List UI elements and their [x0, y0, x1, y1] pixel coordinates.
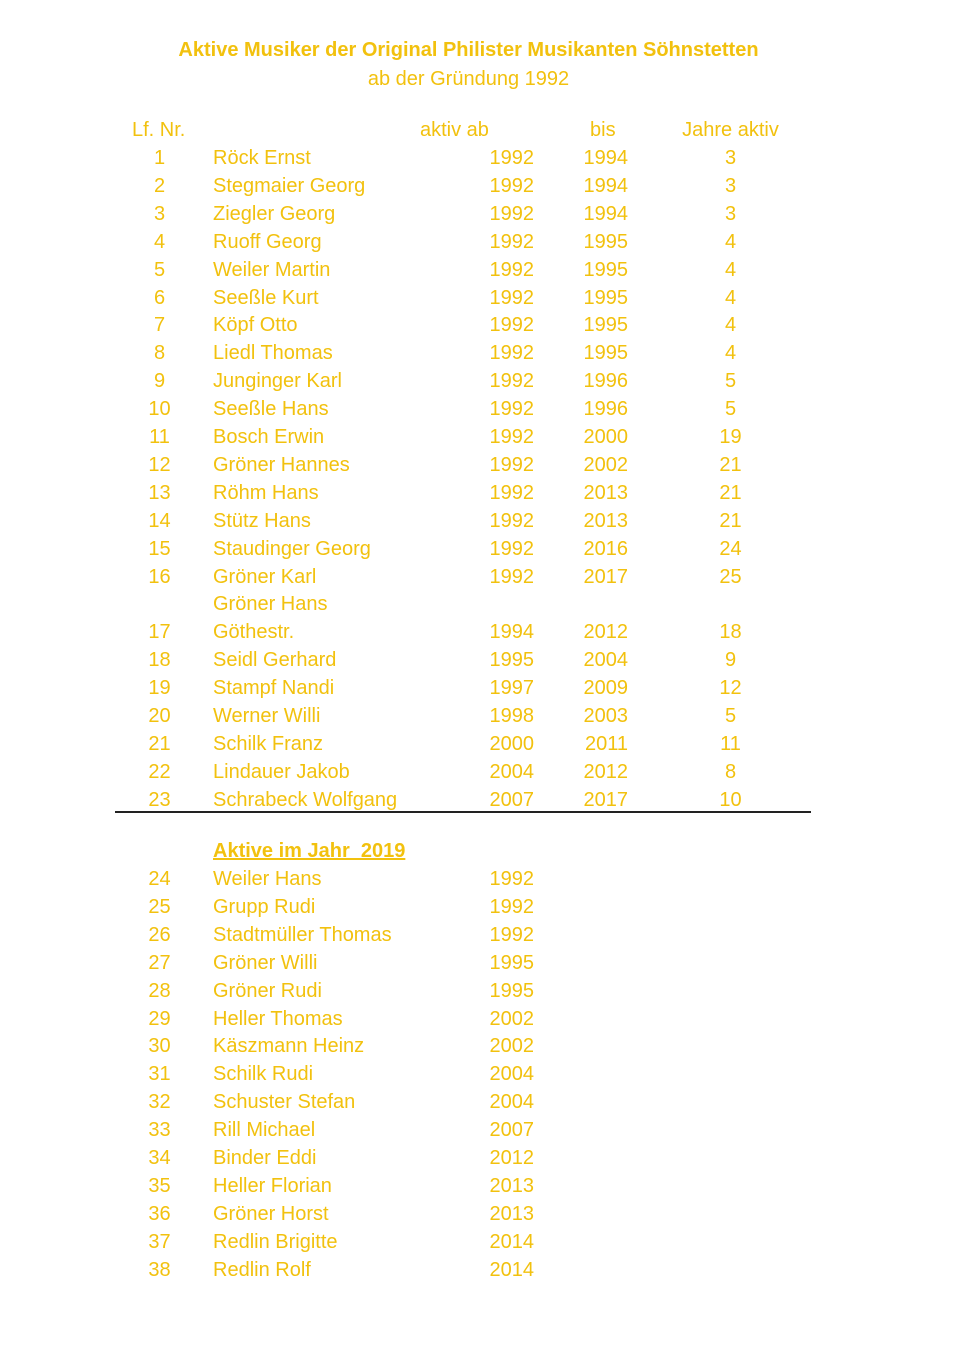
table-row	[0, 1060, 970, 1088]
member-name: Grupp Rudi	[213, 895, 316, 918]
member-name: Weiler Martin	[213, 258, 331, 281]
member-name: Staudinger Georg	[213, 537, 371, 560]
member-nr: 7	[153, 314, 166, 337]
member-nr: 38	[148, 1258, 171, 1281]
member-active-to: 1995	[583, 286, 628, 309]
member-name: Heller Thomas	[213, 1007, 343, 1030]
member-active-from: 1998	[489, 705, 534, 727]
member-name: Bosch Erwin	[213, 426, 325, 448]
table-row	[0, 1256, 970, 1284]
member-active-from: 2014	[489, 1258, 534, 1281]
member-years-active: 19	[719, 426, 742, 448]
member-name: Schilk Franz	[213, 732, 324, 755]
member-active-to: 2002	[583, 453, 628, 476]
table-row	[0, 367, 970, 395]
member-years-active: 9	[724, 649, 737, 672]
member-nr: 9	[153, 370, 166, 393]
member-name: Ruoff Georg	[213, 230, 322, 253]
member-name: Stegmaier Georg	[213, 174, 366, 197]
member-name: Liedl Thomas	[213, 342, 333, 365]
member-years-active: 12	[719, 677, 742, 700]
member-name: Stampf Nandi	[213, 677, 335, 700]
member-name: Göthestr.	[213, 621, 295, 644]
table-row	[0, 758, 970, 786]
member-name: Rill Michael	[213, 1119, 316, 1142]
member-nr: 28	[148, 979, 171, 1002]
member-active-to: 2013	[583, 509, 628, 532]
member-years-active: 5	[724, 705, 737, 727]
member-years-active: 21	[719, 453, 742, 476]
table-row	[0, 172, 970, 200]
member-active-from: 1992	[489, 565, 534, 588]
table-row	[0, 1032, 970, 1060]
member-years-active: 4	[724, 342, 737, 365]
member-nr: 37	[148, 1230, 171, 1253]
member-active-from: 1995	[489, 979, 534, 1002]
member-active-to: 2003	[583, 705, 628, 727]
table-row	[0, 618, 970, 646]
member-active-to: 1996	[583, 370, 628, 393]
member-name: Stadtmüller Thomas	[213, 923, 392, 946]
table-row	[0, 865, 970, 893]
member-active-to: 2009	[583, 677, 628, 700]
member-nr: 29	[148, 1007, 171, 1030]
member-years-active: 4	[724, 258, 737, 281]
member-years-active: 25	[719, 565, 742, 588]
member-name: Redlin Brigitte	[213, 1230, 338, 1253]
member-active-from: 2004	[489, 760, 534, 783]
document-subtitle: ab der Gründung 1992	[367, 68, 570, 90]
member-active-from: 1992	[489, 895, 534, 918]
member-nr: 12	[148, 453, 171, 476]
member-nr: 5	[153, 258, 166, 281]
member-active-to: 2000	[583, 426, 628, 448]
member-nr: 2	[153, 174, 166, 197]
member-active-from: 1992	[489, 202, 534, 225]
member-name: Stütz Hans	[213, 509, 311, 532]
member-years-active: 3	[724, 202, 737, 225]
table-row	[0, 921, 970, 949]
member-active-from: 1992	[489, 147, 534, 169]
member-name: Werner Willi	[213, 705, 321, 727]
table-row	[0, 228, 970, 256]
table-row	[0, 395, 970, 423]
member-nr: 34	[148, 1147, 171, 1169]
member-active-to: 2012	[583, 621, 628, 644]
table-row	[0, 674, 970, 702]
member-name: Weiler Hans	[213, 868, 322, 890]
table-row	[0, 1172, 970, 1200]
member-nr: 16	[148, 565, 171, 588]
member-name: Schuster Stefan	[213, 1091, 356, 1114]
table-row	[0, 451, 970, 479]
member-nr: 6	[153, 286, 166, 309]
table-row	[0, 507, 970, 535]
member-years-active: 24	[719, 537, 742, 560]
member-active-to: 1994	[583, 174, 628, 197]
table-row	[0, 1228, 970, 1256]
member-active-from: 1992	[489, 286, 534, 309]
member-active-to: 2011	[584, 732, 628, 755]
member-name: Gröner Hans	[213, 593, 328, 616]
member-active-to: 1995	[583, 314, 628, 337]
member-nr: 8	[153, 342, 166, 365]
column-header-nr: Lf. Nr.	[132, 119, 186, 141]
member-nr: 13	[148, 481, 171, 504]
member-active-to: 2017	[583, 788, 628, 811]
member-name: Röhm Hans	[213, 481, 319, 504]
table-row	[0, 479, 970, 507]
member-name: Ziegler Georg	[213, 202, 336, 225]
member-nr: 14	[148, 509, 171, 532]
member-active-from: 1997	[489, 677, 534, 700]
member-years-active: 5	[724, 370, 737, 393]
member-nr: 27	[148, 951, 171, 974]
member-nr: 24	[148, 868, 171, 890]
active-section-title: Aktive im Jahr 2019	[213, 840, 406, 862]
member-active-from: 1992	[489, 426, 534, 448]
document-title: Aktive Musiker der Original Philister Musikanten Söhnstetten	[178, 39, 759, 61]
member-active-from: 1992	[489, 398, 534, 421]
member-active-from: 2012	[489, 1147, 534, 1169]
member-name: Gröner Willi	[213, 951, 318, 974]
member-nr: 18	[148, 649, 171, 672]
table-row	[0, 423, 970, 451]
member-active-from: 2007	[489, 1119, 534, 1142]
table-divider	[115, 811, 811, 813]
table-row	[0, 730, 970, 758]
member-active-to: 1995	[583, 258, 628, 281]
member-active-from: 2007	[489, 788, 534, 811]
member-years-active: 5	[724, 398, 737, 421]
member-active-from: 1995	[489, 649, 534, 672]
member-nr: 36	[148, 1202, 171, 1225]
member-nr: 35	[148, 1174, 171, 1197]
table-header-row	[0, 116, 970, 144]
member-name: Schrabeck Wolfgang	[213, 788, 398, 811]
member-years-active: 4	[724, 230, 737, 253]
column-header-to: bis	[590, 119, 616, 141]
member-nr: 33	[148, 1119, 171, 1142]
member-active-from: 2000	[489, 732, 534, 755]
member-name: Heller Florian	[213, 1174, 332, 1197]
table-row	[0, 563, 970, 591]
table-row	[0, 786, 970, 814]
table-row	[0, 590, 970, 618]
member-active-from: 1992	[489, 314, 534, 337]
member-active-from: 2004	[489, 1063, 534, 1086]
member-years-active: 18	[719, 621, 742, 644]
member-nr: 15	[148, 537, 171, 560]
member-active-from: 1992	[489, 342, 534, 365]
table-row	[0, 1116, 970, 1144]
member-nr: 20	[148, 705, 171, 727]
member-years-active: 8	[724, 760, 737, 783]
member-name: Gröner Rudi	[213, 979, 322, 1002]
member-name: Käszmann Heinz	[213, 1035, 365, 1058]
member-active-from: 1995	[489, 951, 534, 974]
member-nr: 19	[148, 677, 171, 700]
member-active-to: 2016	[583, 537, 628, 560]
member-years-active: 3	[724, 147, 737, 169]
member-active-from: 2013	[489, 1202, 534, 1225]
table-row	[0, 311, 970, 339]
member-active-from: 1992	[489, 537, 534, 560]
member-active-from: 1994	[489, 621, 534, 644]
member-nr: 10	[148, 398, 171, 421]
table-row	[0, 284, 970, 312]
member-years-active: 21	[719, 509, 742, 532]
member-nr: 11	[149, 426, 170, 448]
member-nr: 22	[148, 760, 171, 783]
table-row	[0, 1144, 970, 1172]
member-years-active: 3	[724, 174, 737, 197]
member-active-from: 1992	[489, 868, 534, 890]
member-years-active: 21	[719, 481, 742, 504]
member-name: Seeßle Kurt	[213, 286, 319, 309]
member-active-to: 1995	[583, 342, 628, 365]
member-active-from: 2002	[489, 1035, 534, 1058]
member-nr: 17	[148, 621, 171, 644]
member-name: Seidl Gerhard	[213, 649, 337, 672]
member-years-active: 10	[719, 788, 742, 811]
member-nr: 30	[148, 1035, 171, 1058]
member-nr: 23	[148, 788, 171, 811]
member-active-from: 1992	[489, 509, 534, 532]
member-name: Gröner Karl	[213, 565, 317, 588]
table-row	[0, 646, 970, 674]
member-nr: 4	[153, 230, 166, 253]
table-row	[0, 1005, 970, 1033]
member-years-active: 4	[724, 314, 737, 337]
member-active-from: 1992	[489, 481, 534, 504]
member-name: Redlin Rolf	[213, 1258, 311, 1281]
member-active-to: 1995	[583, 230, 628, 253]
member-active-from: 2013	[489, 1174, 534, 1197]
table-row	[0, 977, 970, 1005]
table-row	[0, 256, 970, 284]
member-active-to: 1994	[583, 202, 628, 225]
table-row	[0, 1088, 970, 1116]
member-active-to: 2017	[583, 565, 628, 588]
member-active-from: 1992	[489, 923, 534, 946]
member-name: Schilk Rudi	[213, 1063, 314, 1086]
member-active-from: 1992	[489, 230, 534, 253]
column-header-from: aktiv ab	[420, 119, 489, 141]
member-active-to: 1996	[583, 398, 628, 421]
member-active-from: 2004	[489, 1091, 534, 1114]
member-active-to: 2012	[583, 760, 628, 783]
member-nr: 26	[148, 923, 171, 946]
member-name: Köpf Otto	[213, 314, 298, 337]
table-row	[0, 144, 970, 172]
column-header-years: Jahre aktiv	[682, 119, 779, 141]
member-name: Lindauer Jakob	[213, 760, 350, 783]
member-name: Gröner Hannes	[213, 453, 350, 476]
member-active-from: 1992	[489, 453, 534, 476]
member-nr: 21	[148, 732, 171, 755]
member-name: Junginger Karl	[213, 370, 342, 393]
member-nr: 25	[148, 895, 171, 918]
table-row	[0, 339, 970, 367]
member-nr: 31	[148, 1063, 171, 1086]
member-active-to: 2004	[583, 649, 628, 672]
member-nr: 3	[153, 202, 166, 225]
member-nr: 1	[153, 147, 166, 169]
member-name: Seeßle Hans	[213, 398, 329, 421]
member-active-to: 1994	[583, 147, 628, 169]
table-row	[0, 893, 970, 921]
member-nr: 32	[148, 1091, 171, 1114]
member-active-from: 1992	[489, 258, 534, 281]
member-name: Gröner Horst	[213, 1202, 329, 1225]
member-name: Binder Eddi	[213, 1147, 317, 1169]
member-active-to: 2013	[583, 481, 628, 504]
member-name: Röck Ernst	[213, 147, 311, 169]
table-row	[0, 200, 970, 228]
member-active-from: 2014	[489, 1230, 534, 1253]
table-row	[0, 1200, 970, 1228]
table-row	[0, 535, 970, 563]
member-active-from: 2002	[489, 1007, 534, 1030]
member-years-active: 4	[724, 286, 737, 309]
table-row	[0, 949, 970, 977]
member-years-active: 11	[720, 732, 741, 755]
member-active-from: 1992	[489, 370, 534, 393]
table-row	[0, 702, 970, 730]
member-active-from: 1992	[489, 174, 534, 197]
